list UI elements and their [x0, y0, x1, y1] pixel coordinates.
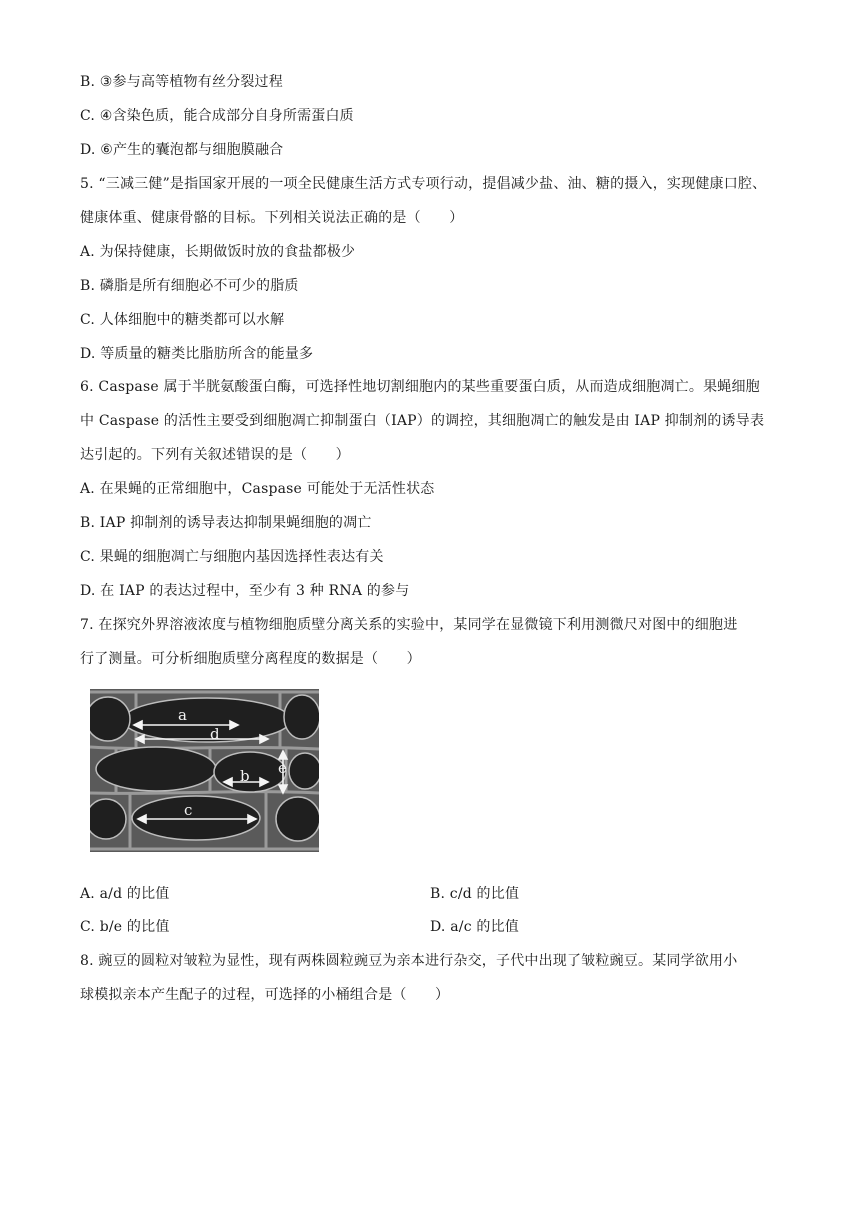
- option-q7-a: A. a/d 的比值: [80, 886, 170, 902]
- option-q4-c: C. ④含染色质，能合成部分自身所需蛋白质: [80, 108, 354, 124]
- label-e: e: [278, 759, 287, 777]
- option-q7-b: B. c/d 的比值: [430, 886, 520, 902]
- label-b: b: [240, 767, 250, 785]
- question-5-stem-line2: 健康体重、健康骨骼的目标。下列相关说法正确的是（ ）: [80, 210, 464, 226]
- question-7-stem-line2: 行了测量。可分析细胞质壁分离程度的数据是（ ）: [80, 651, 421, 667]
- question-7-stem-line1: 7. 在探究外界溶液浓度与植物细胞质壁分离关系的实验中，某同学在显微镜下利用测微尺对图中的细胞进: [80, 617, 738, 633]
- label-d: d: [210, 725, 220, 743]
- question-6-stem-line2: 中 Caspase 的活性主要受到细胞凋亡抑制蛋白（IAP）的调控，其细胞凋亡的触发是由 IAP 抑制剂的诱导表: [80, 413, 765, 429]
- question-6-stem-line1: 6. Caspase 属于半胱氨酸蛋白酶，可选择性地切割细胞内的某些重要蛋白质，从而造成细胞凋亡。果蝇细胞: [80, 379, 760, 395]
- option-q7-d: D. a/c 的比值: [430, 919, 519, 935]
- option-q5-d: D. 等质量的糖类比脂肪所含的能量多: [80, 346, 314, 362]
- label-c: c: [184, 801, 193, 819]
- question-8-stem-line1: 8. 豌豆的圆粒对皱粒为显性，现有两株圆粒豌豆为亲本进行杂交，子代中出现了皱粒豌豆。某同学欲用小: [80, 953, 738, 969]
- option-q6-b: B. IAP 抑制剂的诱导表达抑制果蝇细胞的凋亡: [80, 515, 372, 531]
- question-6-stem-line3: 达引起的。下列有关叙述错误的是（ ）: [80, 447, 350, 463]
- option-q5-a: A. 为保持健康，长期做饭时放的食盐都极少: [80, 244, 356, 260]
- option-q6-c: C. 果蝇的细胞凋亡与细胞内基因选择性表达有关: [80, 549, 384, 565]
- question-8-stem-line2: 球模拟亲本产生配子的过程，可选择的小桶组合是（ ）: [80, 987, 450, 1003]
- option-q4-b: B. ③参与高等植物有丝分裂过程: [80, 74, 283, 90]
- option-q5-c: C. 人体细胞中的糖类都可以水解: [80, 312, 285, 328]
- option-q6-a: A. 在果蝇的正常细胞中，Caspase 可能处于无活性状态: [80, 481, 435, 497]
- plasmolysis-micrograph: [90, 689, 319, 852]
- option-q5-b: B. 磷脂是所有细胞必不可少的脂质: [80, 278, 299, 294]
- question-5-stem-line1: 5. “三减三健”是指国家开展的一项全民健康生活方式专项行动，提倡减少盐、油、糖的摄入，实现健康口腔、: [80, 176, 767, 192]
- label-a: a: [178, 706, 187, 724]
- option-q7-c: C. b/e 的比值: [80, 919, 170, 935]
- option-q6-d: D. 在 IAP 的表达过程中，至少有 3 种 RNA 的参与: [80, 583, 410, 599]
- option-q4-d: D. ⑥产生的囊泡都与细胞膜融合: [80, 142, 284, 158]
